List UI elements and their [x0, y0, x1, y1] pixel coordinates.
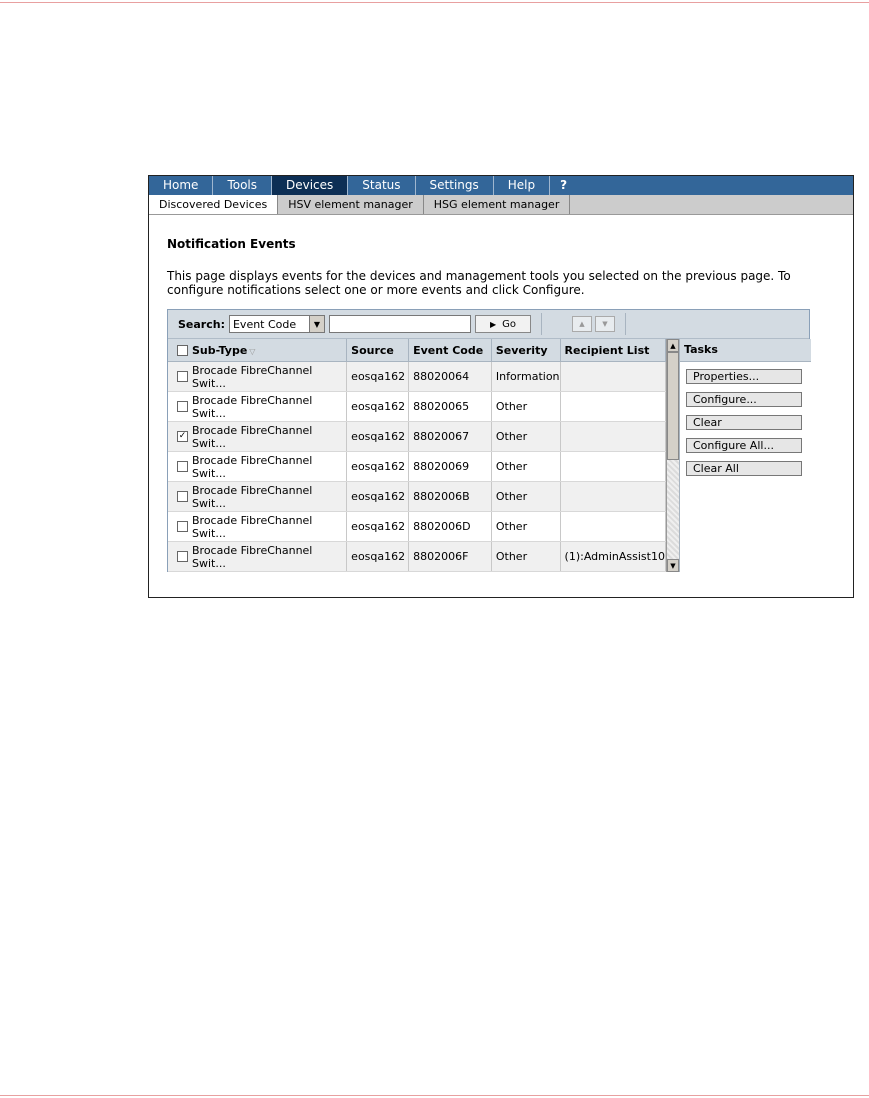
subtype-line1: Brocade FibreChannel: [192, 363, 313, 377]
events-panel: [167, 309, 810, 572]
cell-subtype: [168, 392, 347, 422]
row-checkbox[interactable]: ✓: [178, 431, 187, 441]
nav-tools[interactable]: Tools: [213, 176, 272, 195]
table-row[interactable]: [168, 362, 666, 392]
cell-subtype: [168, 482, 347, 512]
cell-event-code: 88020064: [409, 362, 492, 392]
subtype-text: [192, 394, 312, 420]
search-field-select[interactable]: [229, 315, 325, 333]
subtype-text: [192, 544, 312, 570]
go-button-label: Go: [502, 318, 516, 330]
cell-source: eosqa162: [347, 362, 409, 392]
cell-severity: Other: [491, 392, 560, 422]
page-bottom-rule: [0, 1095, 869, 1096]
cell-source: eosqa162: [347, 512, 409, 542]
search-input[interactable]: [329, 315, 471, 333]
cell-event-code: 88020067: [409, 422, 492, 452]
tasks-panel: [679, 339, 811, 572]
cell-event-code: 88020069: [409, 452, 492, 482]
search-label: Search:: [178, 317, 225, 331]
subtype-text: [192, 424, 312, 450]
configure-button[interactable]: Configure...: [686, 392, 802, 407]
row-checkbox[interactable]: [177, 491, 188, 502]
cell-recipient: [560, 452, 665, 482]
subtype-line2: Swit...: [192, 376, 226, 390]
nav-help[interactable]: Help: [494, 176, 550, 195]
events-table: [168, 339, 666, 572]
subtype-line1: Brocade FibreChannel: [192, 543, 313, 557]
subtype-text: [192, 514, 312, 540]
cell-subtype: [168, 362, 347, 392]
nav-status[interactable]: Status: [348, 176, 415, 195]
subtype-line1: Brocade FibreChannel: [192, 483, 313, 497]
cell-recipient: [560, 512, 665, 542]
help-icon[interactable]: ?: [560, 178, 568, 192]
cell-recipient: (1):AdminAssist10: [560, 542, 665, 572]
app-window: [148, 175, 854, 598]
cell-recipient: [560, 362, 665, 392]
table-scrollbar[interactable]: [666, 339, 679, 572]
cell-event-code: 8802006F: [409, 542, 492, 572]
row-checkbox[interactable]: [177, 401, 188, 412]
cell-source: eosqa162: [347, 452, 409, 482]
cell-recipient: [560, 392, 665, 422]
cell-severity: Other: [491, 542, 560, 572]
cell-severity: Other: [491, 512, 560, 542]
chevron-down-icon[interactable]: ▼: [309, 316, 324, 332]
cell-subtype: [168, 422, 347, 452]
tab-discovered-devices[interactable]: Discovered Devices: [149, 195, 278, 214]
scrollbar-thumb[interactable]: [667, 352, 679, 460]
row-checkbox[interactable]: [177, 461, 188, 472]
properties-button[interactable]: Properties...: [686, 369, 802, 384]
subtype-line2: Swit...: [192, 556, 226, 570]
subtype-line1: Brocade FibreChannel: [192, 453, 313, 467]
configure-all-button[interactable]: Configure All...: [686, 438, 802, 453]
cell-source: eosqa162: [347, 422, 409, 452]
cell-severity: Other: [491, 422, 560, 452]
scroll-up-icon[interactable]: ▲: [667, 339, 679, 352]
subtype-line2: Swit...: [192, 406, 226, 420]
sort-ascending-icon[interactable]: ▲: [572, 316, 592, 332]
toolbar-divider: [625, 313, 626, 335]
cell-subtype: [168, 452, 347, 482]
tab-hsg-element-manager[interactable]: HSG element manager: [424, 195, 571, 214]
subtype-line2: Swit...: [192, 496, 226, 510]
row-checkbox[interactable]: [177, 551, 188, 562]
subtype-text: [192, 484, 312, 510]
table-row[interactable]: [168, 542, 666, 572]
tab-hsv-element-manager[interactable]: HSV element manager: [278, 195, 424, 214]
column-header-recipient-list[interactable]: Recipient List: [560, 339, 665, 362]
cell-source: eosqa162: [347, 542, 409, 572]
cell-source: eosqa162: [347, 482, 409, 512]
row-checkbox[interactable]: [177, 371, 188, 382]
cell-severity: Information: [491, 362, 560, 392]
table-row[interactable]: [168, 392, 666, 422]
page-top-rule: [0, 2, 869, 3]
cell-severity: Other: [491, 452, 560, 482]
table-row[interactable]: [168, 512, 666, 542]
select-all-checkbox[interactable]: [177, 345, 188, 356]
scroll-down-icon[interactable]: ▼: [667, 559, 679, 572]
table-row[interactable]: [168, 482, 666, 512]
nav-devices[interactable]: Devices: [272, 176, 348, 195]
tasks-header: Tasks: [680, 339, 811, 362]
cell-source: eosqa162: [347, 392, 409, 422]
table-row[interactable]: [168, 452, 666, 482]
subtype-line2: Swit...: [192, 466, 226, 480]
column-label-subtype: Sub-Type: [192, 343, 248, 357]
nav-settings[interactable]: Settings: [416, 176, 494, 195]
subtype-line2: Swit...: [192, 436, 226, 450]
cell-severity: Other: [491, 482, 560, 512]
cell-recipient: [560, 422, 665, 452]
cell-event-code: 8802006D: [409, 512, 492, 542]
page-description: This page displays events for the devices and management tools you selected on the previous page. To configure notifications select one or more events and click Configure.: [167, 269, 791, 297]
cell-event-code: 88020065: [409, 392, 492, 422]
clear-all-button[interactable]: Clear All: [686, 461, 802, 476]
cell-recipient: [560, 482, 665, 512]
play-arrow-icon: ▶: [489, 319, 497, 329]
column-header-source[interactable]: Source: [347, 339, 409, 362]
table-row[interactable]: [168, 422, 666, 452]
content-area: [149, 237, 853, 297]
cell-event-code: 8802006B: [409, 482, 492, 512]
toolbar-divider: [541, 313, 542, 335]
subtype-line1: Brocade FibreChannel: [192, 393, 313, 407]
column-header-subtype[interactable]: [168, 339, 347, 362]
go-button[interactable]: [475, 315, 531, 333]
column-header-event-code[interactable]: Event Code: [409, 339, 492, 362]
top-nav: [149, 176, 853, 195]
subtype-line2: Swit...: [192, 526, 226, 540]
clear-button[interactable]: Clear: [686, 415, 802, 430]
subtype-line1: Brocade FibreChannel: [192, 423, 313, 437]
search-field-value: Event Code: [232, 317, 297, 331]
subtype-text: [192, 364, 312, 390]
cell-subtype: [168, 542, 347, 572]
cell-subtype: [168, 512, 347, 542]
sort-descending-icon[interactable]: ▼: [595, 316, 615, 332]
sub-nav: [149, 195, 853, 215]
table-header-row: [168, 339, 666, 362]
sort-down-icon: ▽: [249, 346, 256, 356]
page-title: Notification Events: [167, 237, 296, 251]
search-toolbar: [168, 310, 809, 339]
column-header-severity[interactable]: Severity: [491, 339, 560, 362]
subtype-text: [192, 454, 312, 480]
subtype-line1: Brocade FibreChannel: [192, 513, 313, 527]
row-checkbox[interactable]: [177, 521, 188, 532]
nav-home[interactable]: Home: [149, 176, 213, 195]
